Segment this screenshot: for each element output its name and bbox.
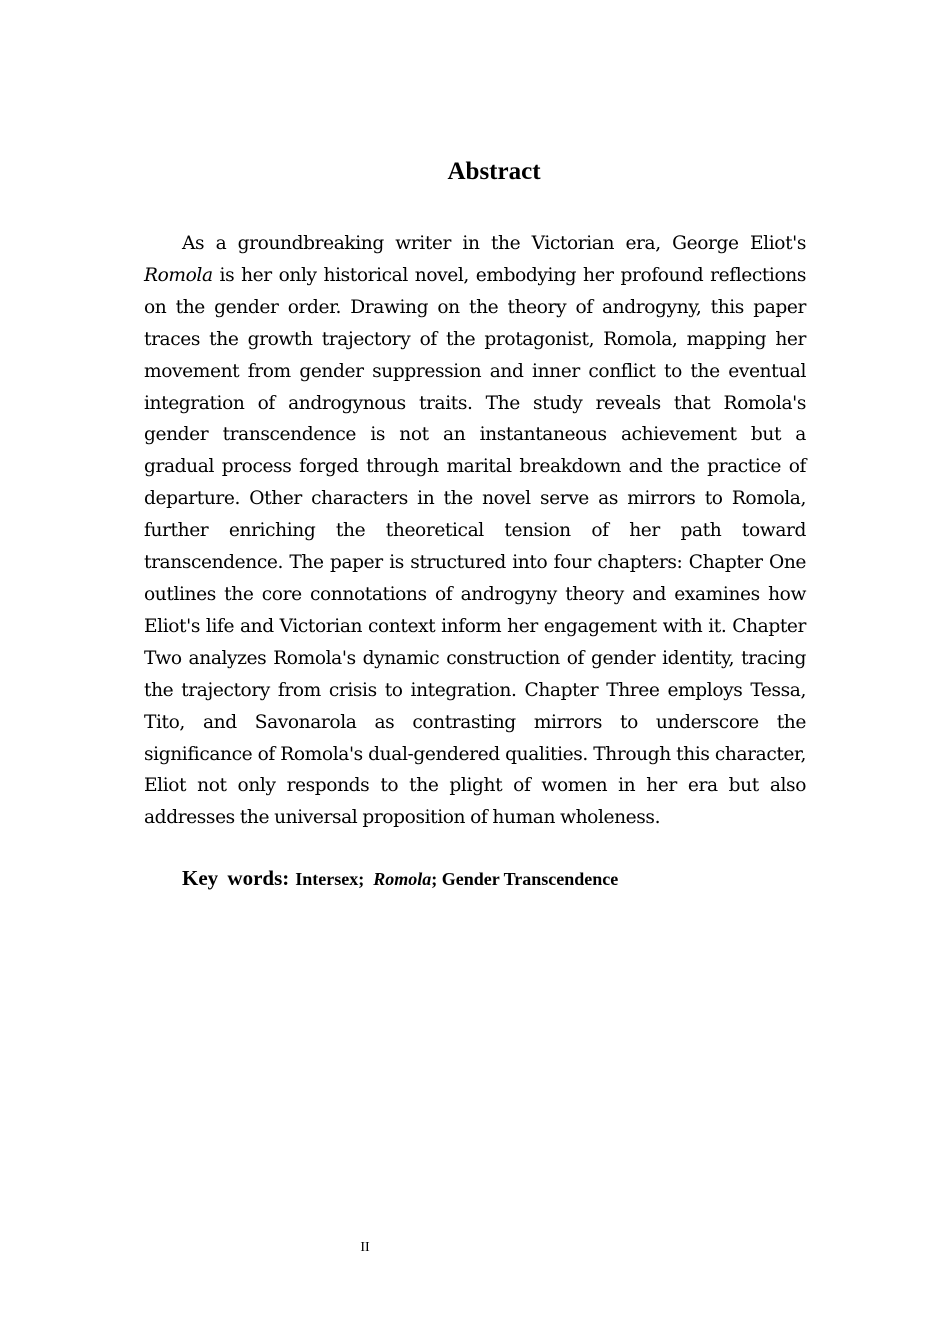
novel-title: Romola bbox=[144, 264, 213, 286]
keywords-values bbox=[295, 869, 618, 889]
page-number: II bbox=[360, 1240, 370, 1255]
keyword-intersex: Intersex; bbox=[295, 869, 365, 889]
abstract-intro-text: As a groundbreaking writer in the Victorian era, George Eliot's bbox=[182, 233, 806, 254]
abstract-paragraph bbox=[144, 228, 806, 834]
keyword-gender-transcendence: ; Gender Transcendence bbox=[431, 869, 619, 889]
abstract-body-text: is her only historical novel, embodying her profound reflections on the gender order. Drawing on the theory of androgyny, this paper traces the growth trajectory of the protagonist, Romola, mapping her movement from gender suppression and inner conflict to the eventual integration of androgynous traits. The study reveals that Romola's gender transcendence is not an instantaneous achievement but a gradual process forged through marital breakdown and the practice of departure. Other characters in the novel serve as mirrors to Romola, further enriching the theoretical tension of her path toward transcendence. The paper is structured into four chapters: Chapter One outlines the core connotations of androgyny theory and examines how Eliot's life and Victorian context inform her engagement with it. Chapter Two analyzes Romola's dynamic construction of gender identity, tracing the trajectory from crisis to integration. Chapter Three employs Tessa, Tito, and Savonarola as contrasting mirrors to underscore the significance of Romola's dual-gendered qualities. Through this character, Eliot not only responds to the plight of women in her era but also addresses the universal proposition of human wholeness. bbox=[144, 264, 806, 829]
keyword-romola: Romola bbox=[373, 869, 432, 889]
abstract-heading: Abstract bbox=[447, 158, 541, 185]
keywords-label: Key words: bbox=[182, 866, 290, 890]
keywords-line bbox=[182, 866, 822, 891]
